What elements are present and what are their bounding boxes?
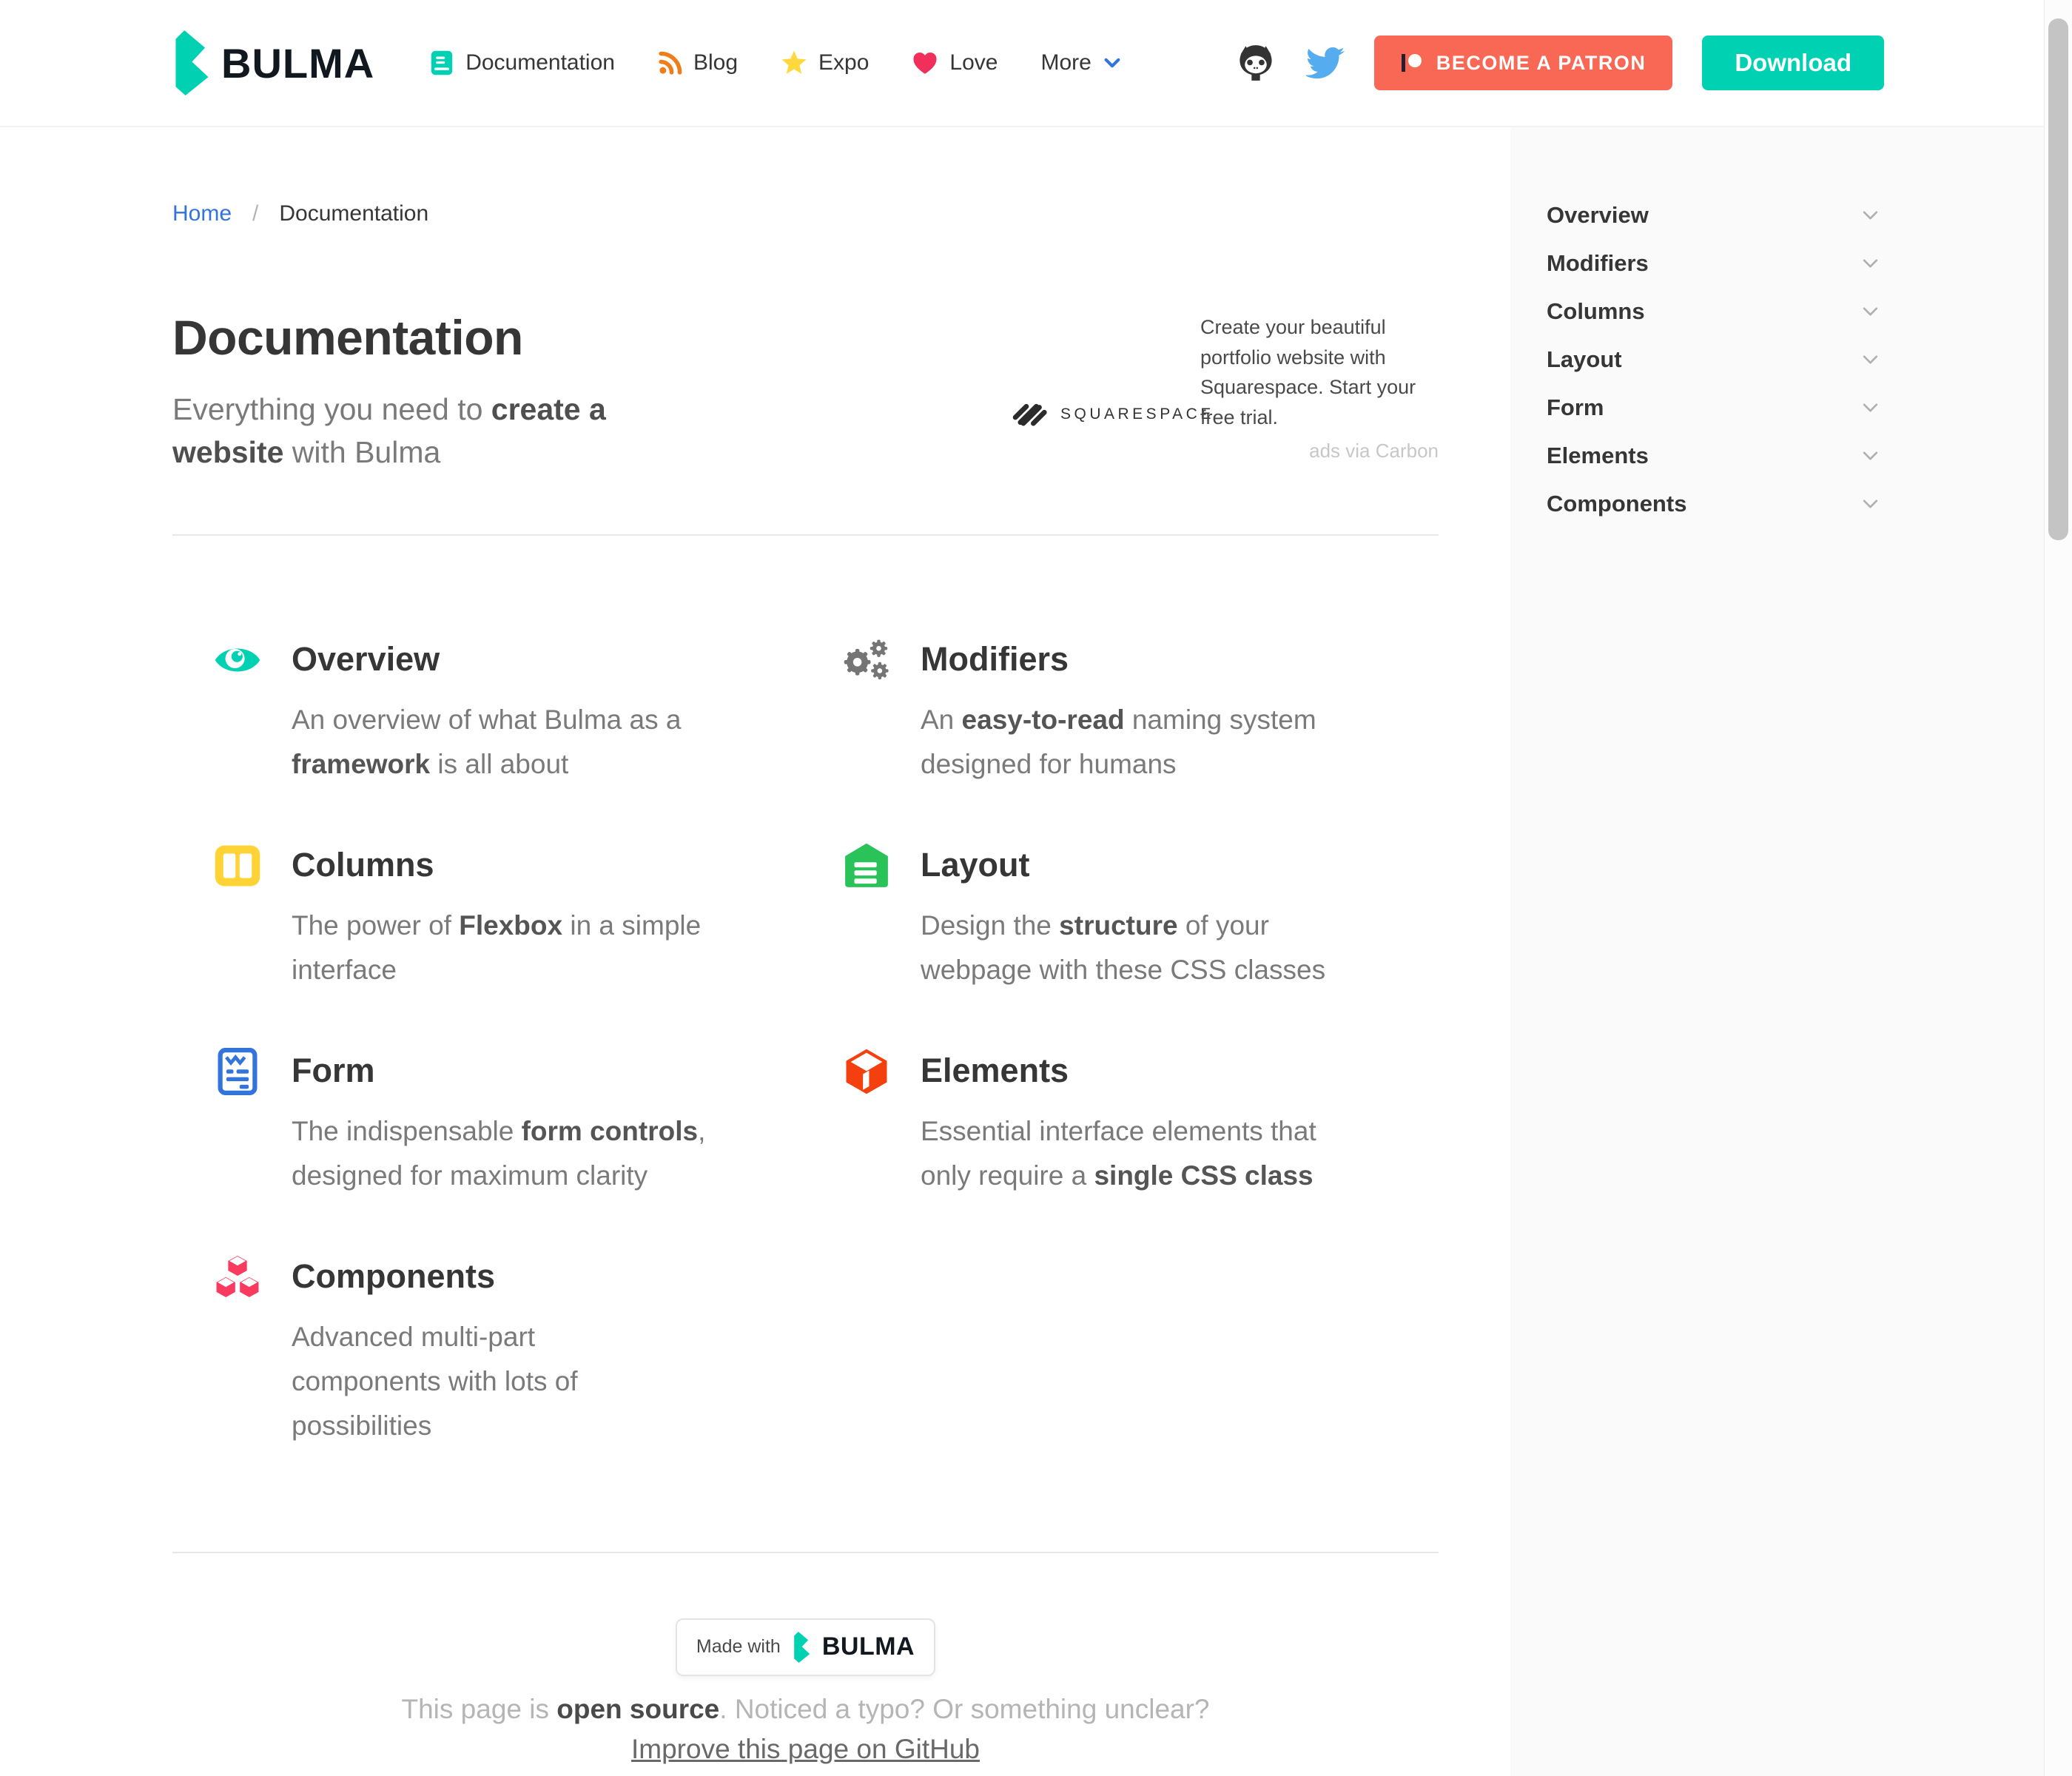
toc-label: Components	[1547, 490, 1687, 517]
breadcrumb	[172, 201, 1439, 226]
chevron-down-icon[interactable]	[1860, 448, 1880, 463]
chevron-down-icon[interactable]	[1860, 352, 1880, 367]
breadcrumb-home-link[interactable]: Home	[172, 201, 232, 226]
cubes-icon	[213, 1253, 262, 1302]
nav-label: Blog	[693, 50, 739, 75]
brand-wordmark: BULMA	[221, 39, 375, 87]
feature-title: Layout	[921, 846, 1030, 884]
chevron-down-icon	[1103, 56, 1122, 70]
feature-description: Advanced multi-part components with lots of possibilities	[292, 1322, 578, 1441]
columns-icon	[213, 841, 262, 890]
nav-label: Expo	[818, 50, 870, 75]
chevron-down-icon[interactable]	[1860, 208, 1880, 223]
made-with-bulma-badge[interactable]	[676, 1618, 935, 1676]
star-icon	[781, 50, 807, 76]
squarespace-mark-icon	[1009, 394, 1049, 434]
feature-modifiers[interactable]	[842, 636, 1405, 787]
toc-item-form[interactable]	[1547, 383, 1880, 431]
ad-attribution[interactable]: ads via Carbon	[1309, 440, 1439, 462]
badge-prefix: Made with	[696, 1636, 781, 1658]
feature-title: Overview	[292, 640, 440, 679]
feature-title: Modifiers	[921, 640, 1069, 679]
feature-components[interactable]	[213, 1253, 776, 1448]
feature-title: Components	[292, 1257, 495, 1296]
eye-icon	[213, 636, 262, 684]
nav-item-documentation[interactable]	[429, 50, 615, 76]
feature-title: Form	[292, 1052, 375, 1090]
rss-icon	[658, 51, 682, 75]
breadcrumb-separator: /	[252, 201, 259, 226]
nav-label: Love	[949, 50, 998, 75]
feature-elements[interactable]	[842, 1047, 1405, 1198]
navbar-links	[429, 50, 1122, 76]
feature-description: The power of Flexbox in a simple interface	[292, 910, 702, 986]
github-icon[interactable]	[1235, 44, 1276, 81]
feature-overview[interactable]	[213, 636, 776, 787]
toc-label: Form	[1547, 394, 1604, 420]
ad-text[interactable]: Create your beautiful portfolio website with Squarespace. Start your free trial.	[1200, 316, 1416, 428]
toc-item-columns[interactable]	[1547, 287, 1880, 335]
feature-description: An easy-to-read naming system designed for humans	[921, 704, 1316, 780]
bulma-mark-icon	[793, 1632, 810, 1663]
feature-description: Essential interface elements that only require a single CSS class	[921, 1116, 1316, 1191]
feature-description: The indispensable form controls, designed for maximum clarity	[292, 1116, 706, 1191]
carbon-ad[interactable]	[1009, 312, 1439, 462]
bulma-mark-icon	[172, 30, 209, 95]
form-icon	[213, 1047, 262, 1096]
become-a-patron-button[interactable]	[1374, 36, 1673, 90]
nav-item-blog[interactable]	[658, 50, 738, 75]
squarespace-wordmark: SQUARESPACE	[1060, 405, 1214, 423]
toc-item-components[interactable]	[1547, 480, 1880, 528]
improve-page-github-link[interactable]: Improve this page on GitHub	[631, 1733, 980, 1764]
navbar-right	[1235, 36, 1884, 90]
layout-icon	[842, 841, 891, 890]
feature-layout[interactable]	[842, 841, 1405, 992]
patreon-icon	[1401, 52, 1423, 74]
chevron-down-icon[interactable]	[1860, 497, 1880, 511]
chevron-down-icon[interactable]	[1860, 400, 1880, 415]
toc-label: Overview	[1547, 201, 1649, 228]
nav-item-love[interactable]	[912, 50, 998, 75]
download-button[interactable]: Download	[1702, 36, 1884, 90]
nav-item-expo[interactable]	[781, 50, 869, 76]
breadcrumb-current: Documentation	[279, 201, 429, 226]
footer-note: This page is open source. Noticed a typo? Or something unclear?	[401, 1693, 1210, 1724]
patron-label: BECOME A PATRON	[1436, 51, 1646, 74]
feature-description: Design the structure of your webpage with these CSS classes	[921, 910, 1326, 986]
nav-label: More	[1040, 50, 1092, 75]
main-content	[0, 127, 1510, 1776]
feature-title: Columns	[292, 846, 434, 884]
feature-description: An overview of what Bulma as a framework is all about	[292, 704, 682, 780]
feature-columns[interactable]	[213, 841, 776, 992]
divider	[172, 534, 1439, 536]
toc-item-elements[interactable]	[1547, 431, 1880, 480]
nav-item-more[interactable]	[1040, 50, 1121, 75]
sidebar	[1510, 127, 2072, 1776]
cube-icon	[842, 1047, 891, 1096]
scrollbar-track[interactable]	[2044, 0, 2072, 1776]
toc-label: Modifiers	[1547, 249, 1649, 276]
squarespace-logo	[1009, 366, 1214, 462]
ad-body	[1200, 312, 1439, 462]
chevron-down-icon[interactable]	[1860, 256, 1880, 271]
navbar	[0, 0, 2072, 127]
table-of-contents	[1510, 127, 1880, 528]
toc-item-modifiers[interactable]	[1547, 239, 1880, 287]
toc-label: Layout	[1547, 346, 1622, 372]
page-subtitle: Everything you need to create a website with Bulma	[172, 392, 606, 470]
feature-form[interactable]	[213, 1047, 776, 1198]
twitter-icon[interactable]	[1306, 47, 1345, 79]
toc-label: Columns	[1547, 297, 1645, 324]
chevron-down-icon[interactable]	[1860, 304, 1880, 319]
feature-title: Elements	[921, 1052, 1069, 1090]
book-icon	[429, 50, 454, 76]
page-title: Documentation	[172, 310, 523, 365]
gears-icon	[842, 636, 891, 684]
nav-label: Documentation	[465, 50, 615, 75]
bulma-logo[interactable]	[172, 30, 374, 95]
toc-label: Elements	[1547, 442, 1649, 468]
toc-item-overview[interactable]	[1547, 191, 1880, 239]
toc-item-layout[interactable]	[1547, 335, 1880, 383]
features-grid	[213, 636, 1439, 1447]
heart-icon	[912, 50, 938, 75]
scrollbar-thumb[interactable]	[2048, 18, 2068, 540]
hero-section	[172, 309, 1439, 474]
badge-brand: BULMA	[821, 1632, 915, 1661]
page-footer	[172, 1553, 1439, 1765]
